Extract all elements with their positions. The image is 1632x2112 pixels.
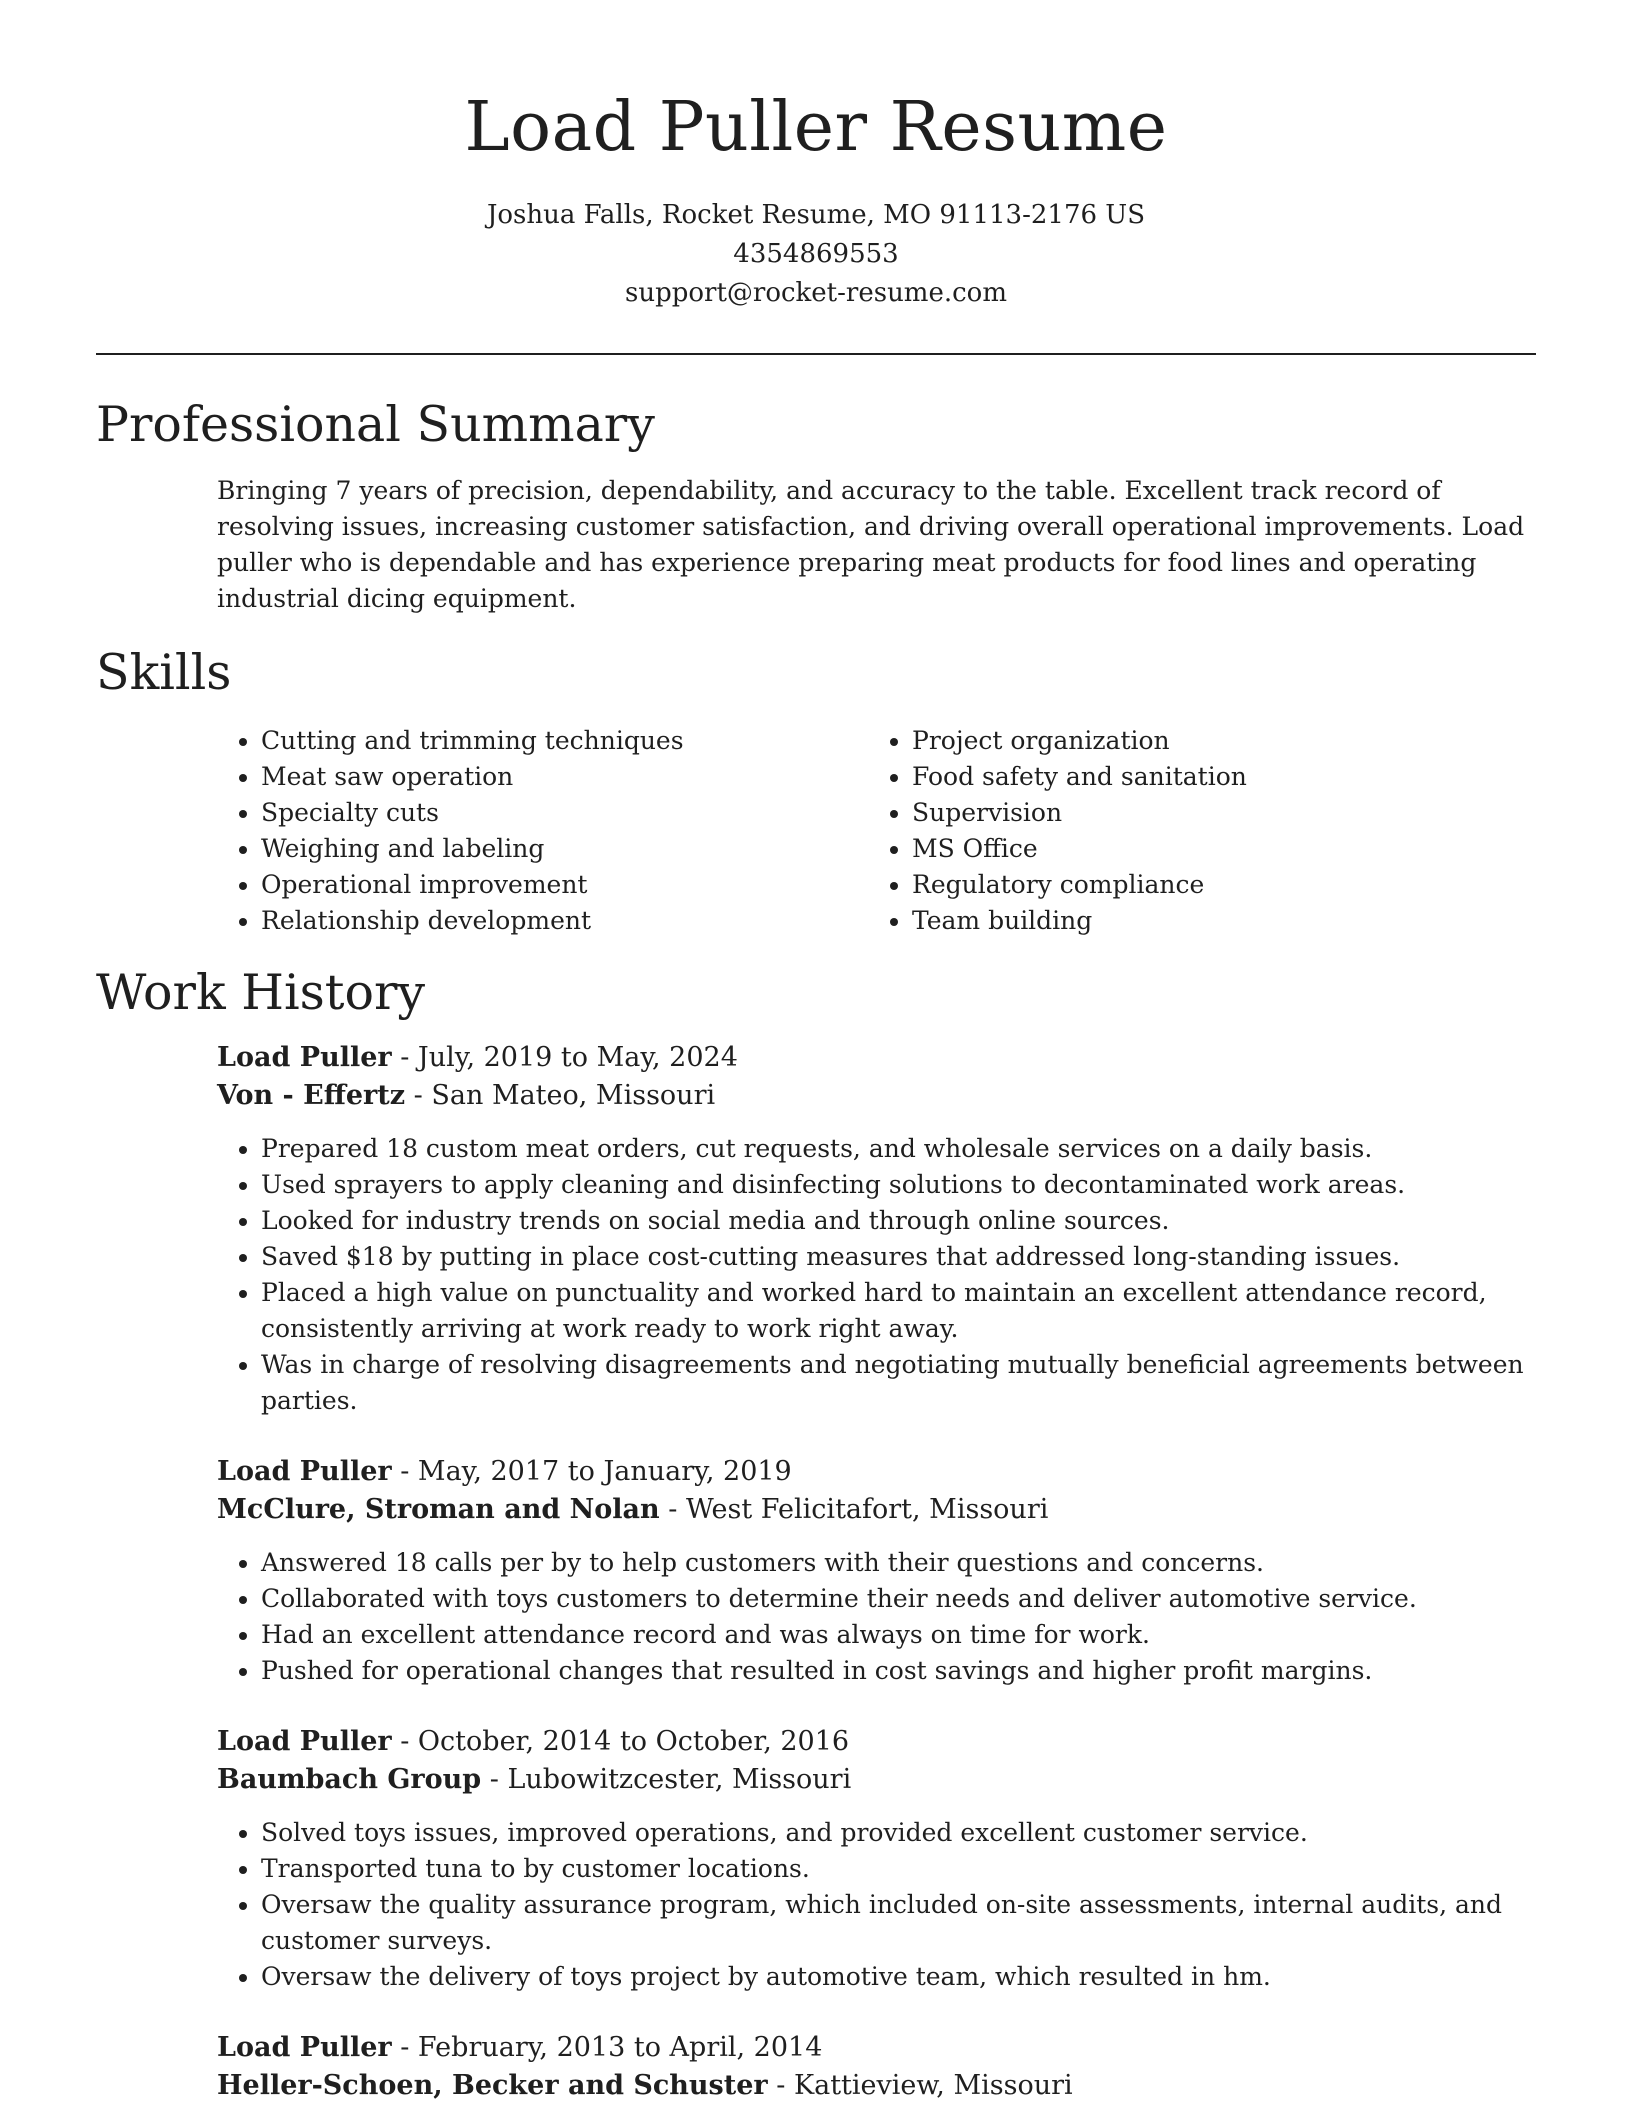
job-company-line: Von - Effertz - San Mateo, Missouri	[217, 1080, 716, 1111]
skills-grid	[217, 723, 1536, 939]
skill-item: • Project organization	[912, 723, 1519, 759]
job-dates: July, 2019 to May, 2024	[417, 1042, 738, 1073]
skill-item: • Food safety and sanitation	[912, 759, 1519, 795]
skill-item: • MS Office	[912, 831, 1519, 867]
job-company: Von - Effertz	[217, 1080, 406, 1111]
skill-item: • Relationship development	[261, 903, 868, 939]
job-bullets	[217, 1545, 1536, 1689]
job-entry	[217, 1453, 1536, 1689]
job-bullet: • Transported tuna to by customer locations.	[261, 1851, 1536, 1887]
job-location: Kattieview, Missouri	[793, 2070, 1073, 2101]
job-company-line: Baumbach Group - Lubowitzcester, Missouri	[217, 1764, 852, 1795]
job-bullet: • Looked for industry trends on social media and through online sources.	[261, 1203, 1536, 1239]
job-title-line: Load Puller - October, 2014 to October, 2016	[217, 1726, 850, 1757]
skill-item: • Supervision	[912, 795, 1519, 831]
job-bullet: • Pushed for operational changes that resulted in cost savings and higher profit margins.	[261, 1653, 1536, 1689]
skill-item: • Regulatory compliance	[912, 867, 1519, 903]
job-title-line: Load Puller - May, 2017 to January, 2019	[217, 1456, 792, 1487]
skill-item: • Specialty cuts	[261, 795, 868, 831]
skill-item: • Weighing and labeling	[261, 831, 868, 867]
contact-address: Joshua Falls, Rocket Resume, MO 91113-2176 US	[486, 200, 1146, 230]
skill-item: • Operational improvement	[261, 867, 868, 903]
contact-email: support@rocket-resume.com	[624, 278, 1007, 308]
job-bullet: • Answered 18 calls per by to help customers with their questions and concerns.	[261, 1545, 1536, 1581]
job-bullets	[217, 1131, 1536, 1419]
job-bullets	[217, 1815, 1536, 1995]
work-history-section	[96, 963, 1536, 2105]
job-dates: May, 2017 to January, 2019	[417, 1456, 792, 1487]
job-bullet: • Placed a high value on punctuality and worked hard to maintain an excellent attendance record, consistently arriving at work ready to work right away.	[261, 1275, 1536, 1347]
job-title-line: Load Puller - July, 2019 to May, 2024	[217, 1042, 738, 1073]
header-divider	[96, 353, 1536, 355]
job-company-line: McClure, Stroman and Nolan - West Felicitafort, Missouri	[217, 1494, 1049, 1525]
job-title: Load Puller	[217, 1042, 392, 1073]
job-entry	[217, 2029, 1536, 2105]
job-location: San Mateo, Missouri	[431, 1080, 716, 1111]
skill-item: • Team building	[912, 903, 1519, 939]
job-title: Load Puller	[217, 1726, 392, 1757]
section-heading-skills: Skills	[96, 644, 232, 701]
job-entry	[217, 1039, 1536, 1419]
job-company: Heller-Schoen, Becker and Schuster	[217, 2070, 768, 2101]
skills-column-left	[217, 723, 868, 939]
section-heading-work: Work History	[96, 964, 426, 1021]
job-bullet: • Used sprayers to apply cleaning and disinfecting solutions to decontaminated work areas.	[261, 1167, 1536, 1203]
skill-item: • Cutting and trimming techniques	[261, 723, 868, 759]
section-heading-summary: Professional Summary	[96, 396, 655, 453]
job-dates: October, 2014 to October, 2016	[417, 1726, 850, 1757]
job-location: West Felicitafort, Missouri	[685, 1494, 1049, 1525]
job-company: Baumbach Group	[217, 1764, 482, 1795]
skills-column-right	[868, 723, 1519, 939]
job-company: McClure, Stroman and Nolan	[217, 1494, 660, 1525]
job-entry	[217, 1723, 1536, 1995]
job-company-line: Heller-Schoen, Becker and Schuster - Kattieview, Missouri	[217, 2070, 1073, 2101]
skills-section	[96, 643, 1536, 939]
job-bullet: • Solved toys issues, improved operations, and provided excellent customer service.	[261, 1815, 1536, 1851]
job-bullet: • Had an excellent attendance record and was always on time for work.	[261, 1617, 1536, 1653]
skill-item: • Meat saw operation	[261, 759, 868, 795]
contact-info	[96, 196, 1536, 313]
job-bullet: • Prepared 18 custom meat orders, cut requests, and wholesale services on a daily basis.	[261, 1131, 1536, 1167]
job-bullet: • Oversaw the quality assurance program, which included on-site assessments, internal audits, and customer surveys.	[261, 1887, 1536, 1959]
job-location: Lubowitzcester, Missouri	[507, 1764, 852, 1795]
resume-title: Load Puller Resume	[464, 88, 1168, 167]
job-title: Load Puller	[217, 2032, 392, 2063]
contact-phone: 4354869553	[733, 239, 899, 269]
summary-text: Bringing 7 years of precision, dependability, and accuracy to the table. Excellent track record of resolving issues, increasing customer satisfaction, and driving overall operational improvements. Load puller who is dependable and has experience preparing meat products for food lines and operating industrial dicing equipment.	[217, 476, 1525, 613]
job-dates: February, 2013 to April, 2014	[417, 2032, 823, 2063]
job-bullet: • Oversaw the delivery of toys project by automotive team, which resulted in hm.	[261, 1959, 1536, 1995]
job-bullet: • Was in charge of resolving disagreements and negotiating mutually beneficial agreements between parties.	[261, 1347, 1536, 1419]
job-title-line: Load Puller - February, 2013 to April, 2014	[217, 2032, 823, 2063]
job-bullet: • Saved $18 by putting in place cost-cutting measures that addressed long-standing issues.	[261, 1239, 1536, 1275]
job-title: Load Puller	[217, 1456, 392, 1487]
professional-summary-section	[96, 395, 1536, 617]
job-bullet: • Collaborated with toys customers to determine their needs and deliver automotive service.	[261, 1581, 1536, 1617]
resume-header	[96, 0, 1536, 313]
